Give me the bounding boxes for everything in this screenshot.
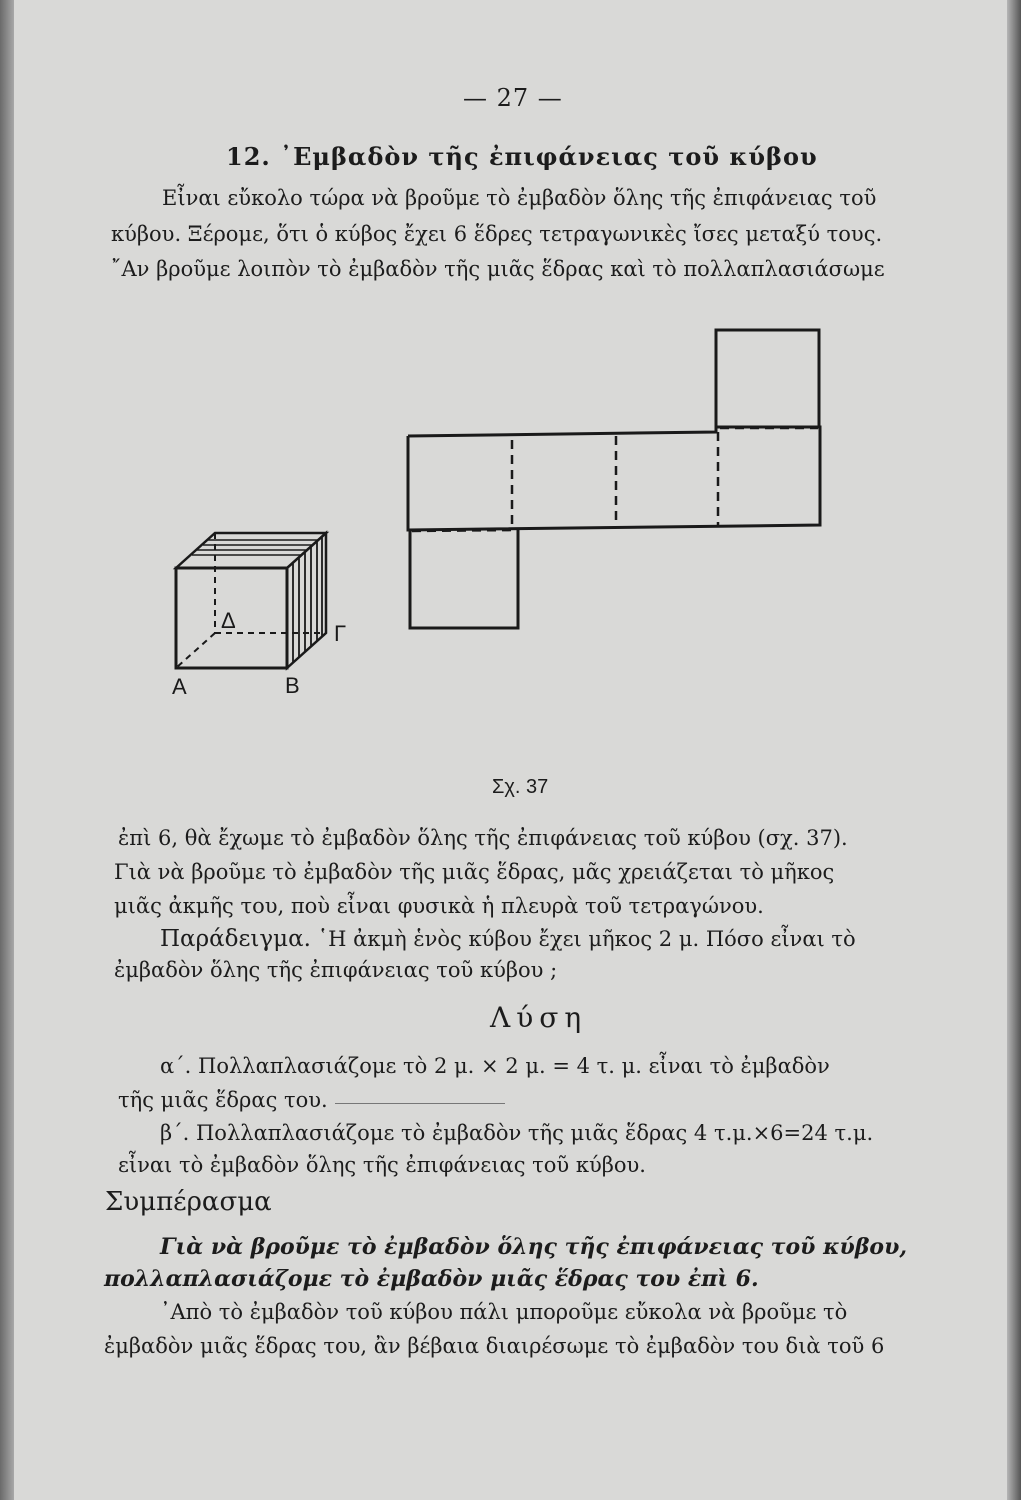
body-line-2: Γιὰ νὰ βροῦμε τὸ ἐμβαδὸν τῆς μιᾶς ἕδρας, μᾶς χρειάζεται τὸ μῆκος <box>114 860 835 884</box>
conclusion-heading: Συμπέρασμα <box>105 1187 272 1217</box>
pencil-underline <box>335 1103 505 1104</box>
vertex-label-g: Γ <box>334 621 347 646</box>
net-face-top <box>716 330 819 427</box>
cube-right-hatching <box>293 537 322 663</box>
body-line-1: ἐπὶ 6, θὰ ἔχωμε τὸ ἐμβαδὸν ὅλης τῆς ἐπιφάνειας τοῦ κύβου (σχ. 37). <box>118 826 848 850</box>
vertex-label-d: Δ <box>221 608 236 633</box>
conclusion-rule-line-2: πολλαπλασιάζομε τὸ ἐμβαδὸν μιᾶς ἕδρας του ἐπὶ 6. <box>104 1266 759 1292</box>
body-line-3: μιᾶς ἀκμῆς του, ποὺ εἶναι φυσικὰ ἡ πλευρὰ τοῦ τετραγώνου. <box>114 894 764 918</box>
solution-step-b-line-1: β΄. Πολλαπλασιάζομε τὸ ἐμβαδὸν τῆς μιᾶς ἕδρας 4 τ.μ.×6=24 τ.μ. <box>160 1121 874 1145</box>
example-label: Παράδειγμα. <box>160 926 311 952</box>
net-fold-lines <box>412 428 818 531</box>
vertex-label-a: Α <box>172 674 187 699</box>
solution-heading: Λύση <box>490 1001 588 1034</box>
example-paragraph <box>160 926 856 952</box>
conclusion-note-line-1: ᾿Απὸ τὸ ἐμβαδὸν τοῦ κύβου πάλι μποροῦμε εὔκολα νὰ βροῦμε τὸ <box>160 1300 848 1324</box>
vertex-label-b: Β <box>285 673 300 698</box>
cube-drawing <box>176 533 326 668</box>
intro-line-2: κύβου. Ξέρομε, ὅτι ὁ κύβος ἔχει 6 ἕδρες τετραγωνικὲς ἴσες μεταξύ τους. <box>111 222 883 246</box>
net-strip-outline <box>408 427 820 530</box>
example-question: ῾Η ἀκμὴ ἑνὸς κύβου ἔχει μῆκος 2 μ. Πόσο εἶναι τὸ <box>317 927 856 951</box>
solution-step-a-line-2: τῆς μιᾶς ἕδρας του. <box>118 1088 328 1112</box>
cube-net <box>408 330 820 628</box>
intro-line-1: Εἶναι εὔκολο τώρα νὰ βροῦμε τὸ ἐμβαδὸν ὅλης τῆς ἐπιφάνειας τοῦ <box>162 186 877 210</box>
intro-line-3: ῎Αν βροῦμε λοιπὸν τὸ ἐμβαδὸν τῆς μιᾶς ἕδρας καὶ τὸ πολλαπλασιάσωμε <box>111 257 885 281</box>
section-title: 12. ᾿Εμβαδὸν τῆς ἐπιφάνειας τοῦ κύβου <box>226 142 818 171</box>
conclusion-note-line-2: ἐμβαδὸν μιᾶς ἕδρας του, ἂν βέβαια διαιρέσωμε τὸ ἐμβαδὸν του διὰ τοῦ 6 <box>104 1334 885 1358</box>
solution-step-a-line-1: α΄. Πολλαπλασιάζομε τὸ 2 μ. × 2 μ. = 4 τ. μ. εἶναι τὸ ἐμβαδὸν <box>160 1054 830 1078</box>
net-face-bottom <box>410 530 518 628</box>
solution-step-b-line-2: εἶναι τὸ ἐμβαδὸν ὅλης τῆς ἐπιφάνειας τοῦ κύβου. <box>118 1153 646 1177</box>
page-number: — 27 — <box>463 84 563 112</box>
conclusion-rule-line-1: Γιὰ νὰ βροῦμε τὸ ἐμβαδὸν ὅλης τῆς ἐπιφάνειας τοῦ κύβου, <box>160 1234 908 1260</box>
cube-top-hatching <box>192 540 318 555</box>
figure-caption: Σχ. 37 <box>492 776 549 798</box>
example-line-2: ἐμβαδὸν ὅλης τῆς ἐπιφάνειας τοῦ κύβου ; <box>114 958 558 982</box>
